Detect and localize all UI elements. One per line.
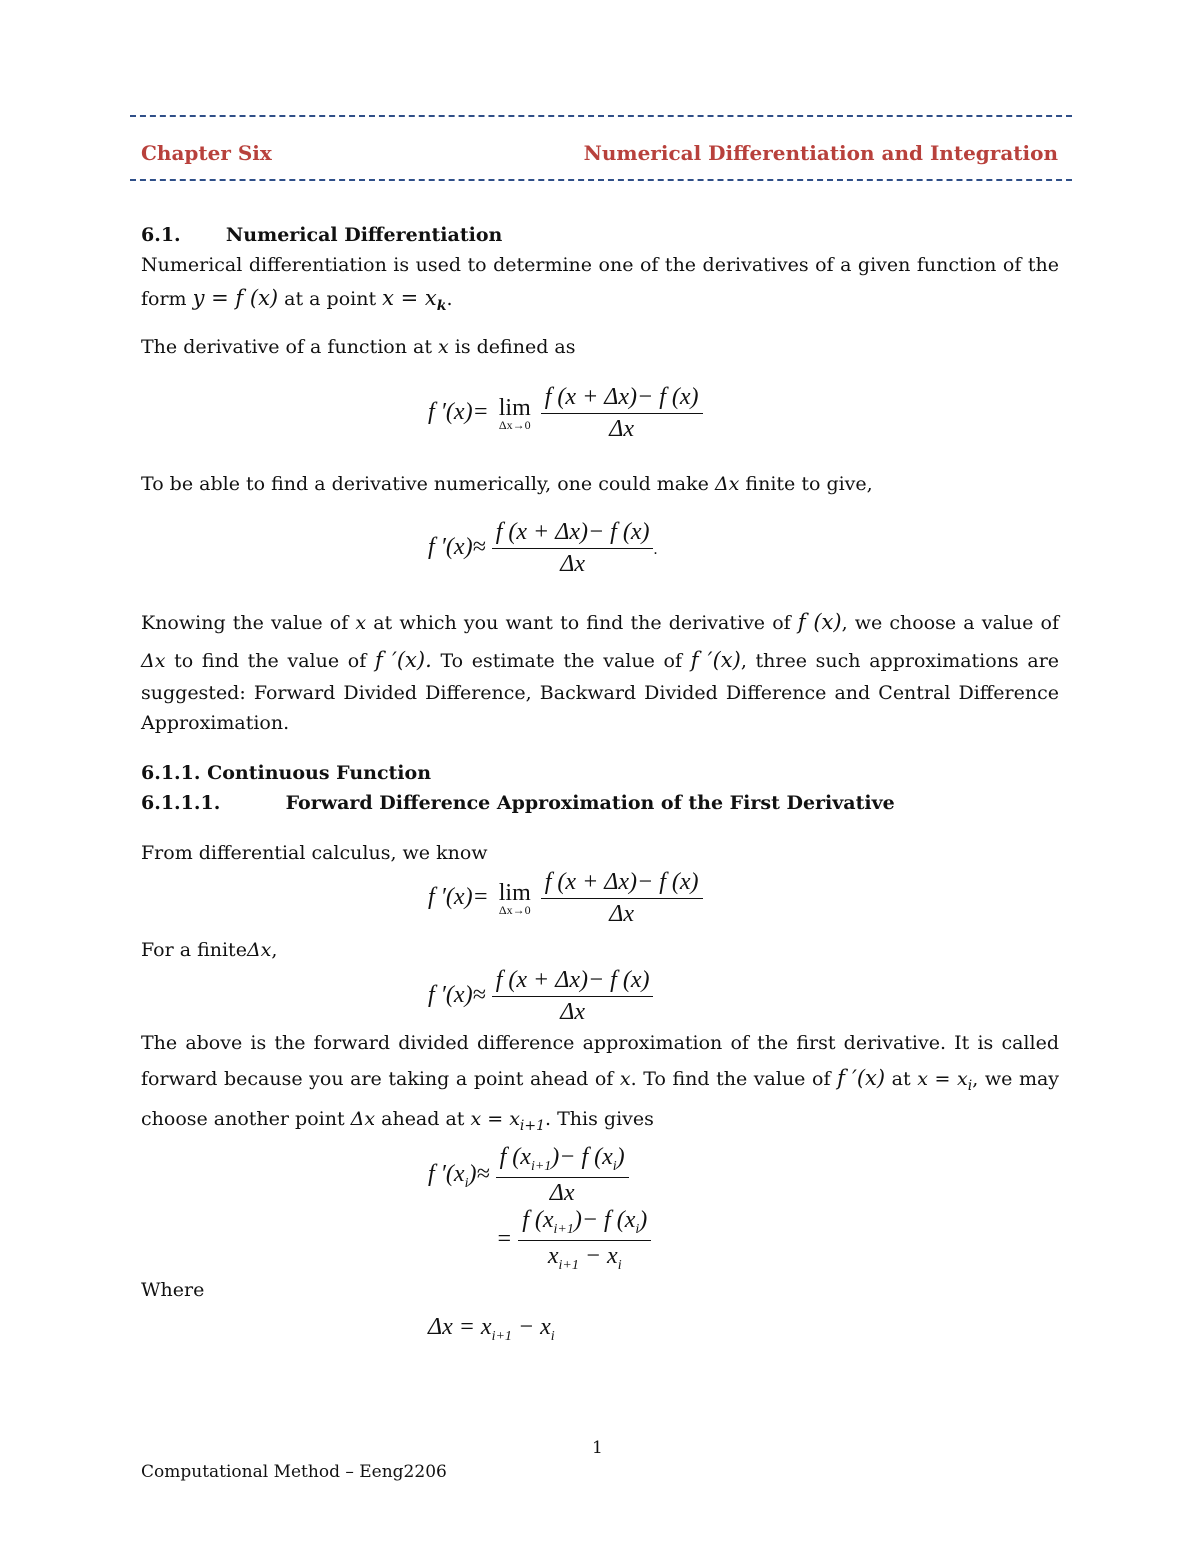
equation-derivative-definition: f ′(x)= lim Δx→0 $\frac{f (x + \Delta x)- f (x)}{\Delta x}$ bbox=[428, 384, 703, 443]
para2: The derivative of a function at x is defined as bbox=[141, 336, 576, 358]
subsubsection-heading: 6.1.1.1. Forward Difference Approximation of the First Derivative bbox=[141, 792, 895, 814]
page-number: 1 bbox=[592, 1438, 603, 1458]
para7-line3: choose another point Δx ahead at $x = x_{i+1}$. This gives bbox=[141, 1108, 654, 1134]
header-title: Numerical Differentiation and Integration bbox=[583, 141, 1058, 165]
equation-forward-xi-expanded: = $\frac{f (x_{i+1})- f (x_i)}{x_{i+1} - x_i}$ bbox=[496, 1207, 651, 1274]
equation-forward-xi: f $'(x_i)\approx$ $\frac{f (x_{i+1})- f (x_i)}{\Delta x}$ bbox=[428, 1144, 629, 1207]
para4-line2: Δx to find the value of f ′(x). To estimate the value of f ′(x), three such approximations are bbox=[141, 648, 1060, 672]
para1-line1: Numerical differentiation is used to determine one of the derivatives of a given function of the bbox=[141, 254, 1059, 276]
para3: To be able to find a derivative numerically, one could make Δx finite to give, bbox=[141, 473, 873, 495]
subsection-heading: 6.1.1. Continuous Function bbox=[141, 762, 432, 784]
equation-forward-approx: f ′(x)≈ $\frac{f (x + \Delta x)- f (x)}{\Delta x}$ bbox=[428, 967, 653, 1026]
para8: Where bbox=[141, 1279, 205, 1301]
header-chapter: Chapter Six bbox=[141, 141, 272, 165]
section-heading bbox=[141, 224, 502, 246]
section-title: Numerical Differentiation bbox=[225, 224, 503, 246]
equation-limit-repeat: f ′(x)= lim Δx→0 $\frac{f (x + \Delta x)- f (x)}{\Delta x}$ bbox=[428, 869, 703, 928]
para5: From differential calculus, we know bbox=[141, 842, 488, 864]
equation-derivative-approx: f ′(x)≈ $\frac{f (x + \Delta x)- f (x)}{\Delta x}$ . bbox=[428, 519, 658, 577]
para4-line4: Approximation. bbox=[141, 712, 290, 734]
equation-delta-x: $\Delta x = x_{i+1} - x_i$ bbox=[428, 1314, 555, 1344]
footer: Computational Method – Eeng2206 bbox=[141, 1462, 447, 1482]
x-k-expr: $x = x_k$ bbox=[382, 286, 447, 315]
para4-line3: suggested: Forward Divided Difference, Backward Divided Difference and Central Difference bbox=[141, 682, 1059, 704]
para4-line1: Knowing the value of x at which you want to find the derivative of f (x), we choose a value of bbox=[141, 610, 1059, 634]
section-number: 6.1. bbox=[141, 224, 181, 246]
para7-line1: The above is the forward divided difference approximation of the first derivative. It is called bbox=[141, 1032, 1059, 1054]
para7-line2: forward because you are taking a point ahead of x. To find the value of f ′(x) at $x = x_i$, we may bbox=[141, 1066, 1060, 1094]
para6: For a finiteΔx, bbox=[141, 939, 278, 961]
para1-line2: form y = f (x) at a point $x = x_k$. bbox=[141, 286, 453, 315]
